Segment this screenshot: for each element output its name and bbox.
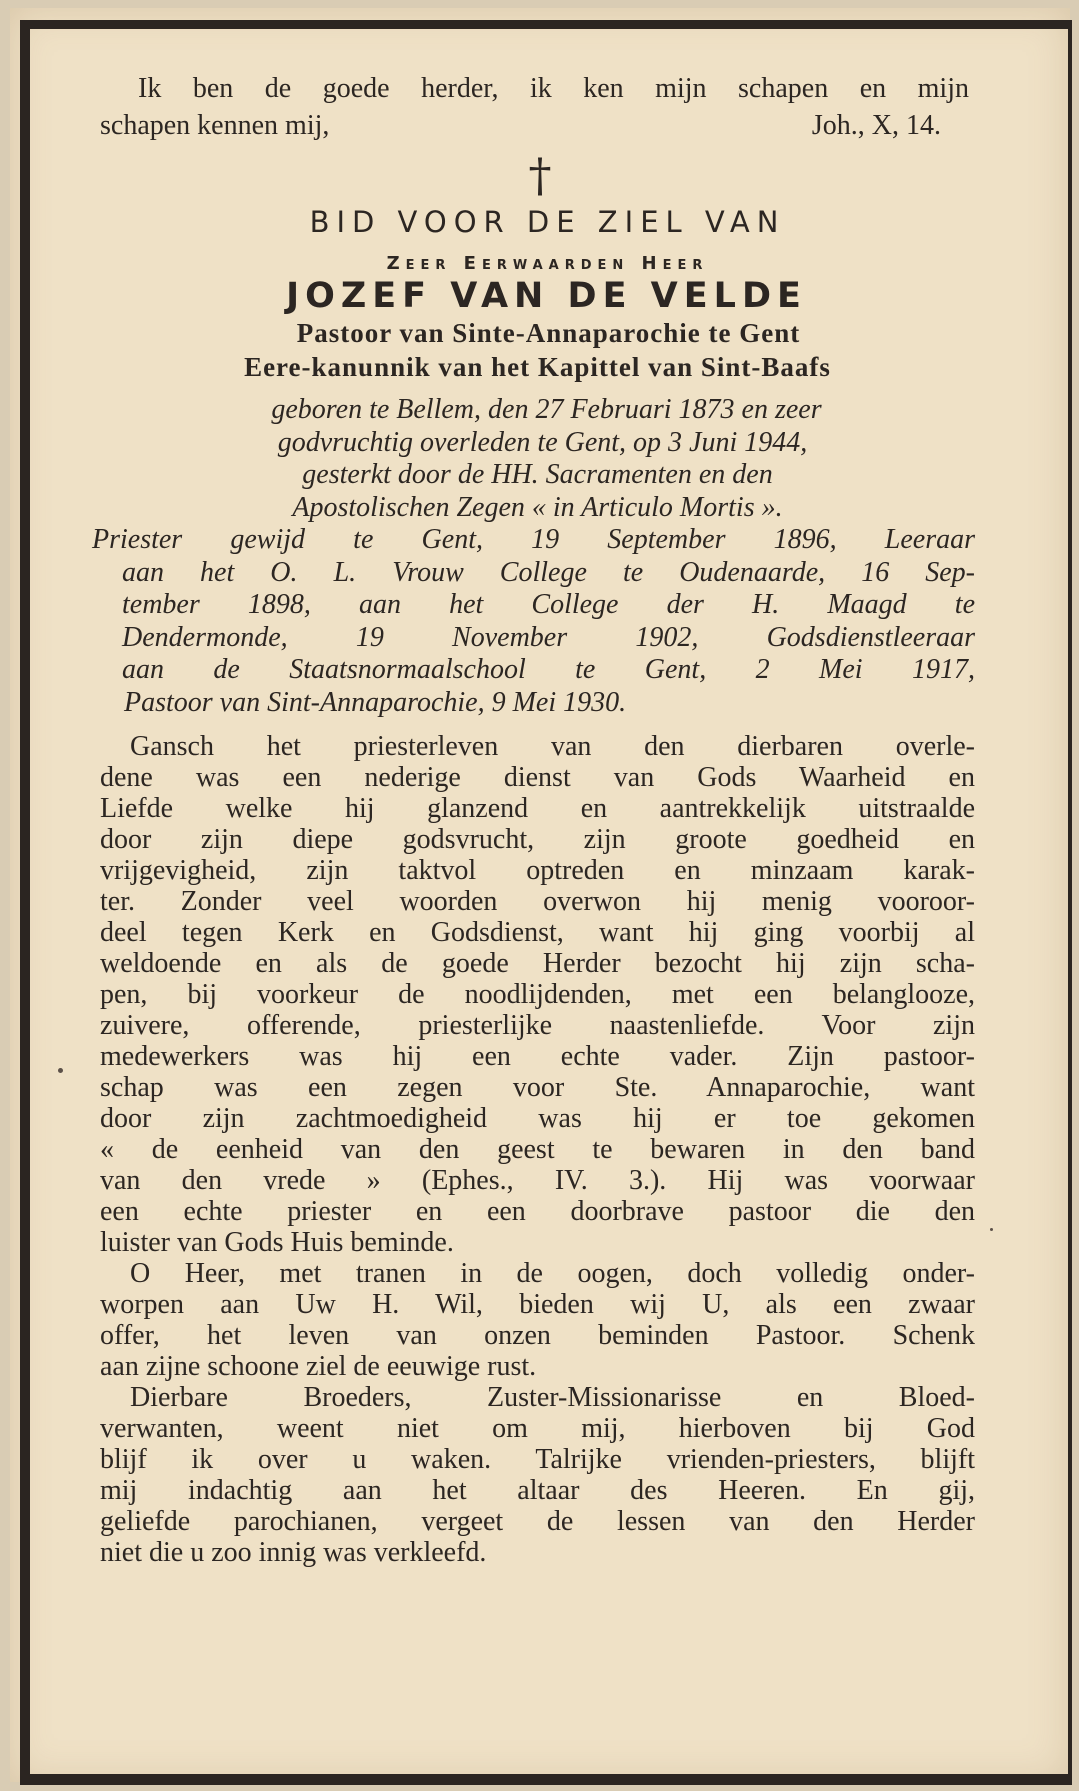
bio-line: gesterkt door de HH. Sacramenten en den	[302, 459, 773, 490]
paragraph-line: mij indachtig aan het altaar des Heeren. En gij,	[100, 1475, 975, 1506]
prayer-heading: BID VOOR DE ZIEL VAN	[309, 205, 786, 239]
paragraph-line: deel tegen Kerk en Godsdienst, want hij ging voorbij al	[100, 917, 975, 948]
paragraph-line: Gansch het priesterleven van den dierbaren overle-	[130, 731, 975, 762]
bio-line: Apostolischen Zegen « in Articulo Mortis ».	[292, 491, 783, 523]
ink-speck	[990, 1228, 993, 1231]
paragraph-line: luister van Gods Huis beminde.	[100, 1227, 454, 1258]
scripture-verse	[100, 70, 975, 144]
verse-text: schapen kennen mij,	[100, 110, 330, 141]
ink-speck	[58, 1068, 63, 1073]
paragraph-line: aan zijne schoone ziel de eeuwige rust.	[100, 1351, 537, 1382]
paragraph-line: verwanten, weent niet om mij, hierboven bij God	[100, 1413, 975, 1444]
bio-line: geboren te Bellem, den 27 Februari 1873 en zeer	[271, 394, 822, 425]
paragraph-line: geliefde parochianen, vergeet de lessen van den Herder	[100, 1506, 975, 1537]
cross-icon: †	[528, 148, 552, 202]
bio-line: Priester gewijd te Gent, 19 September 1896, Leeraar	[92, 524, 975, 555]
memorial-card	[10, 8, 1070, 1782]
paragraph-line: dene was een nederige dienst van Gods Waarheid en	[100, 762, 975, 793]
eulogy-paragraph-3	[100, 1382, 975, 1568]
paragraph-line: weldoende en als de goede Herder bezocht hij zijn scha-	[100, 948, 975, 979]
bio-line: tember 1898, aan het College der H. Maagd te	[122, 589, 975, 620]
title-canon: Eere-kanunnik van het Kapittel van Sint-Baafs	[244, 352, 831, 382]
verse-reference: Joh., X, 14.	[811, 110, 941, 141]
paragraph-line: door zijn diepe godsvrucht, zijn groote goedheid en	[100, 824, 975, 855]
paragraph-line: door zijn zachtmoedigheid was hij er toe gekomen	[100, 1103, 975, 1134]
paragraph-line: ter. Zonder veel woorden overwon hij menig vooroor-	[100, 886, 975, 917]
verse-line-1: Ik ben de goede herder, ik ken mijn schapen en mijn	[138, 73, 969, 104]
paragraph-line: vrijgevigheid, zijn taktvol optreden en minzaam karak-	[100, 855, 975, 886]
eulogy	[100, 731, 975, 1568]
paragraph-line: niet die u zoo innig was verkleefd.	[100, 1537, 487, 1568]
paragraph-line: pen, bij voorkeur de noodlijdenden, met een belanglooze,	[100, 979, 975, 1010]
biography	[92, 394, 975, 719]
paragraph-line: schap was een zegen voor Ste. Annaparochie, want	[100, 1072, 975, 1103]
paragraph-line: « de eenheid van den geest te bewaren in den band	[100, 1134, 975, 1165]
eulogy-paragraph-1	[100, 731, 975, 1258]
paragraph-line: medewerkers was hij een echte vader. Zijn pastoor-	[100, 1041, 975, 1072]
paragraph-line: een echte priester en een doorbrave pastoor die den	[100, 1196, 975, 1227]
title-pastor: Pastoor van Sinte-Annaparochie te Gent	[296, 318, 801, 348]
card-content	[92, 70, 975, 1568]
paragraph-line: van den vrede » (Ephes., IV. 3.). Hij was voorwaar	[100, 1165, 975, 1196]
bio-line: Pastoor van Sint-Annaparochie, 9 Mei 1930.	[124, 686, 627, 718]
paragraph-line: worpen aan Uw H. Wil, bieden wij U, als een zwaar	[100, 1289, 975, 1320]
bio-line: godvruchtig overleden te Gent, op 3 Juni 1944,	[277, 426, 808, 458]
bio-line: Dendermonde, 19 November 1902, Godsdienstleeraar	[122, 621, 975, 653]
paragraph-line: blijf ik over u waken. Talrijke vrienden-priesters, blijft	[100, 1444, 975, 1475]
honorific: Zeer Eerwaarden Heer	[386, 253, 709, 274]
paragraph-line: Dierbare Broeders, Zuster-Missionarisse en Bloed-	[130, 1382, 975, 1413]
bio-line: aan het O. L. Vrouw College te Oudenaarde, 16 Sep-	[122, 556, 975, 588]
paragraph-line: zuivere, offerende, priesterlijke naastenliefde. Voor zijn	[100, 1010, 975, 1041]
bio-line: aan de Staatsnormaalschool te Gent, 2 Mei 1917,	[122, 654, 975, 685]
paragraph-line: O Heer, met tranen in de oogen, doch volledig onder-	[130, 1258, 975, 1289]
verse-line-2	[100, 107, 975, 144]
deceased-name: JOZEF VAN DE VELDE	[286, 276, 807, 316]
paragraph-line: offer, het leven van onzen beminden Pastoor. Schenk	[100, 1320, 975, 1351]
paragraph-line: Liefde welke hij glanzend en aantrekkelijk uitstraalde	[100, 793, 975, 824]
eulogy-paragraph-2	[100, 1258, 975, 1382]
